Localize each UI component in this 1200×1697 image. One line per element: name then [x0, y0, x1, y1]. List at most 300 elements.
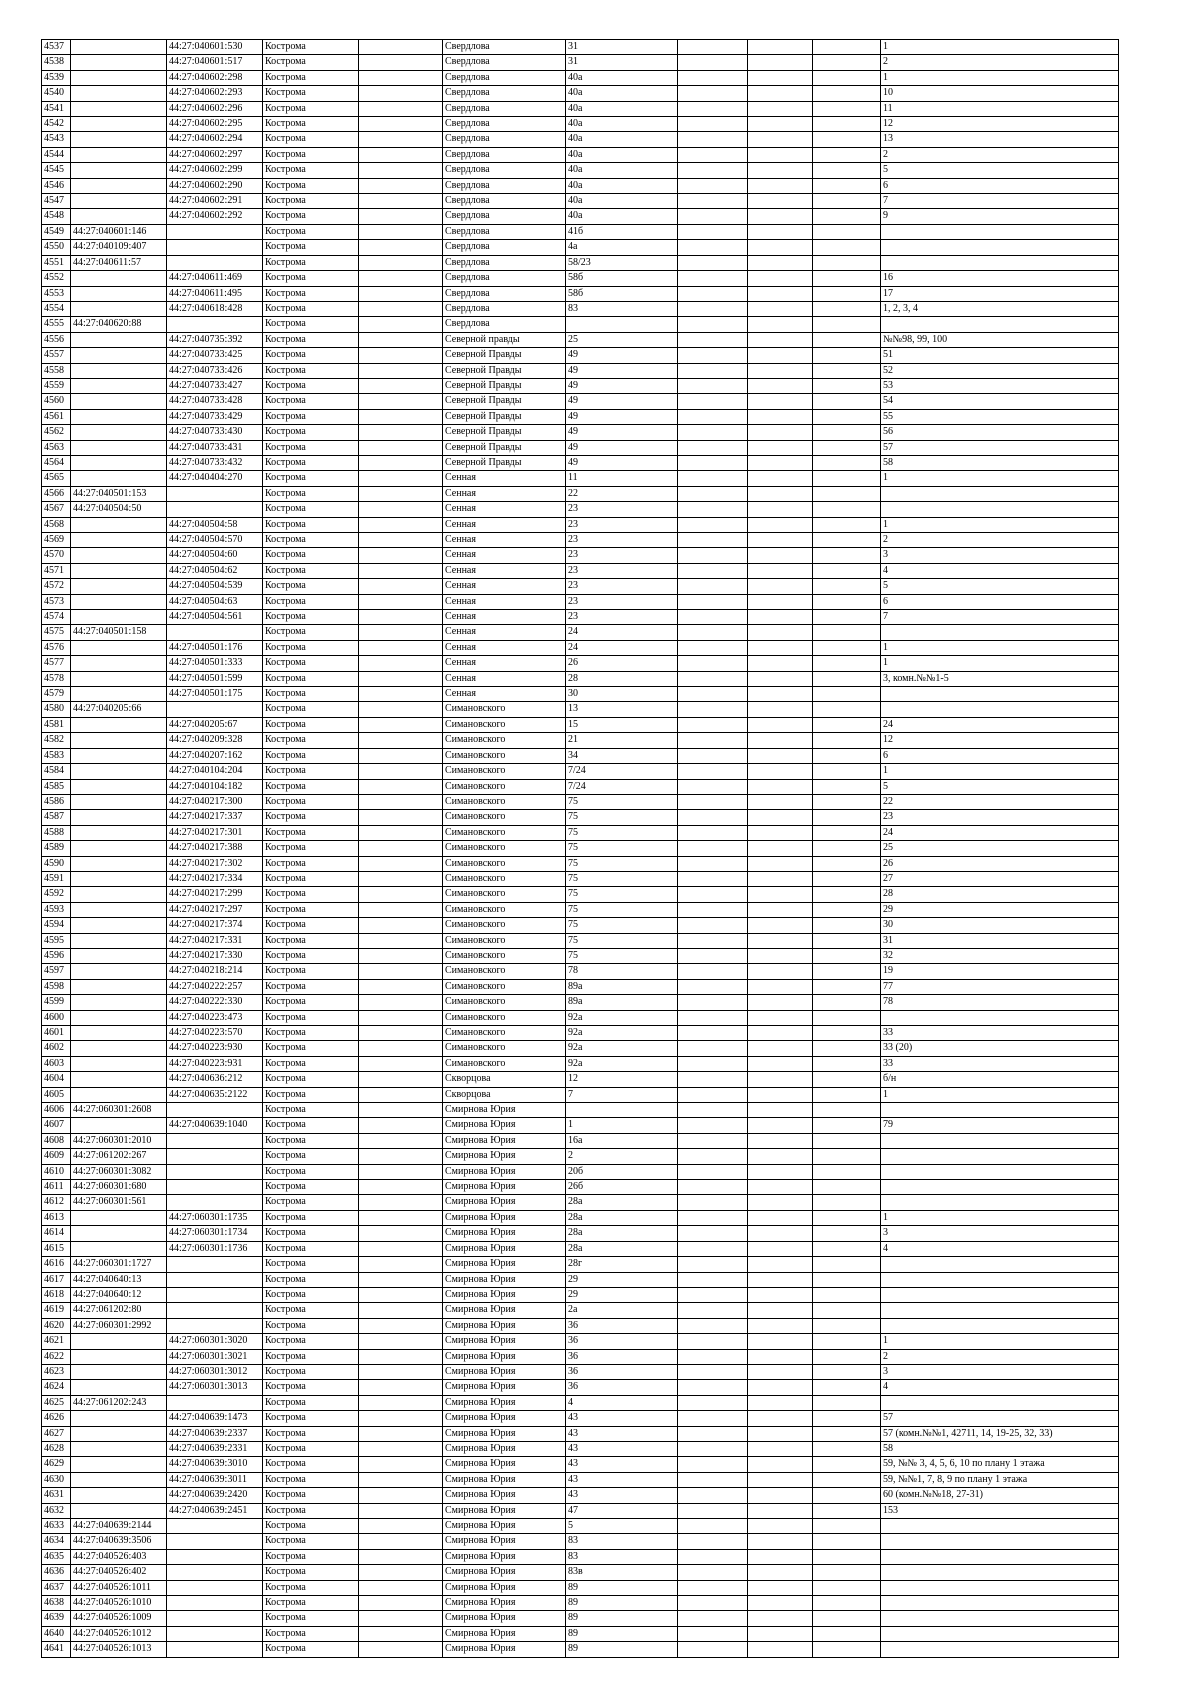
city-cell: Кострома: [263, 1026, 359, 1041]
empty-cell: [359, 1596, 443, 1611]
empty-cell: [813, 748, 881, 763]
empty-cell: [359, 610, 443, 625]
empty-cell: [813, 425, 881, 440]
empty-cell: [359, 101, 443, 116]
premises-number-cell: 44:27:040504:561: [167, 610, 263, 625]
apartment-cell: 77: [881, 979, 1119, 994]
house-number-cell: 40а: [566, 132, 678, 147]
premises-number-cell: 44:27:040611:469: [167, 271, 263, 286]
apartment-cell: 1: [881, 70, 1119, 85]
empty-cell: [678, 794, 748, 809]
record-number-cell: 4565: [42, 471, 71, 486]
empty-cell: [359, 378, 443, 393]
premises-number-cell: 44:27:040217:330: [167, 948, 263, 963]
house-number-cell: 41б: [566, 224, 678, 239]
premises-number-cell: 44:27:040733:431: [167, 440, 263, 455]
empty-cell: [359, 163, 443, 178]
city-cell: Кострома: [263, 1549, 359, 1564]
apartment-cell: 5: [881, 779, 1119, 794]
house-number-cell: 40а: [566, 178, 678, 193]
empty-cell: [359, 1149, 443, 1164]
apartment-cell: [881, 1395, 1119, 1410]
record-number-cell: 4618: [42, 1287, 71, 1302]
house-number-cell: 49: [566, 455, 678, 470]
city-cell: Кострома: [263, 378, 359, 393]
empty-cell: [678, 1133, 748, 1148]
empty-cell: [813, 671, 881, 686]
table-row: [42, 1534, 1119, 1549]
premises-number-cell: 44:27:040601:517: [167, 55, 263, 70]
apartment-cell: [881, 1272, 1119, 1287]
record-number-cell: 4608: [42, 1133, 71, 1148]
empty-cell: [359, 1026, 443, 1041]
street-cell: Свердлова: [443, 117, 566, 132]
record-number-cell: 4639: [42, 1611, 71, 1626]
house-number-cell: 31: [566, 40, 678, 55]
city-cell: Кострома: [263, 1349, 359, 1364]
street-cell: Северной Правды: [443, 440, 566, 455]
empty-cell: [813, 871, 881, 886]
empty-cell: [813, 948, 881, 963]
empty-cell: [678, 1441, 748, 1456]
empty-cell: [813, 1195, 881, 1210]
apartment-cell: 1: [881, 640, 1119, 655]
record-number-cell: 4630: [42, 1472, 71, 1487]
empty-cell: [678, 671, 748, 686]
record-number-cell: 4586: [42, 794, 71, 809]
record-number-cell: 4543: [42, 132, 71, 147]
record-number-cell: 4620: [42, 1318, 71, 1333]
house-number-cell: 23: [566, 533, 678, 548]
premises-number-cell: [167, 1149, 263, 1164]
empty-cell: [748, 1026, 813, 1041]
table-row: [42, 1133, 1119, 1148]
empty-cell: [813, 964, 881, 979]
premises-number-cell: 44:27:040639:1040: [167, 1118, 263, 1133]
empty-cell: [678, 1380, 748, 1395]
parcel-number-cell: [71, 1441, 167, 1456]
apartment-cell: 31: [881, 933, 1119, 948]
premises-number-cell: [167, 1195, 263, 1210]
city-cell: Кострома: [263, 702, 359, 717]
parcel-number-cell: [71, 1488, 167, 1503]
apartment-cell: 4: [881, 1380, 1119, 1395]
apartment-cell: 58: [881, 455, 1119, 470]
parcel-number-cell: [71, 871, 167, 886]
premises-number-cell: 44:27:040639:3010: [167, 1457, 263, 1472]
city-cell: Кострома: [263, 409, 359, 424]
parcel-number-cell: [71, 1472, 167, 1487]
empty-cell: [678, 841, 748, 856]
city-cell: Кострома: [263, 533, 359, 548]
apartment-cell: 1: [881, 40, 1119, 55]
empty-cell: [359, 1488, 443, 1503]
city-cell: Кострома: [263, 717, 359, 732]
empty-cell: [359, 1503, 443, 1518]
street-cell: Свердлова: [443, 178, 566, 193]
empty-cell: [813, 209, 881, 224]
city-cell: Кострома: [263, 610, 359, 625]
apartment-cell: 9: [881, 209, 1119, 224]
premises-number-cell: 44:27:040733:425: [167, 348, 263, 363]
city-cell: Кострома: [263, 301, 359, 316]
empty-cell: [748, 948, 813, 963]
table-row: [42, 147, 1119, 162]
city-cell: Кострома: [263, 255, 359, 270]
street-cell: Сенная: [443, 486, 566, 501]
parcel-number-cell: [71, 548, 167, 563]
empty-cell: [678, 871, 748, 886]
city-cell: Кострома: [263, 1395, 359, 1410]
record-number-cell: 4561: [42, 409, 71, 424]
empty-cell: [813, 856, 881, 871]
empty-cell: [678, 1626, 748, 1641]
empty-cell: [813, 55, 881, 70]
empty-cell: [748, 1472, 813, 1487]
empty-cell: [748, 640, 813, 655]
record-number-cell: 4539: [42, 70, 71, 85]
parcel-number-cell: [71, 1349, 167, 1364]
empty-cell: [748, 610, 813, 625]
premises-number-cell: 44:27:040639:2451: [167, 1503, 263, 1518]
empty-cell: [678, 979, 748, 994]
city-cell: Кострома: [263, 1426, 359, 1441]
house-number-cell: 75: [566, 871, 678, 886]
city-cell: Кострома: [263, 40, 359, 55]
table-row: [42, 1164, 1119, 1179]
empty-cell: [748, 147, 813, 162]
street-cell: Смирнова Юрия: [443, 1626, 566, 1641]
empty-cell: [359, 70, 443, 85]
house-number-cell: 92а: [566, 1056, 678, 1071]
empty-cell: [813, 548, 881, 563]
record-number-cell: 4641: [42, 1642, 71, 1657]
record-number-cell: 4537: [42, 40, 71, 55]
street-cell: Смирнова Юрия: [443, 1488, 566, 1503]
record-number-cell: 4569: [42, 533, 71, 548]
empty-cell: [813, 1072, 881, 1087]
apartment-cell: 32: [881, 948, 1119, 963]
house-number-cell: 28а: [566, 1226, 678, 1241]
house-number-cell: 89: [566, 1611, 678, 1626]
parcel-number-cell: [71, 1226, 167, 1241]
empty-cell: [748, 671, 813, 686]
street-cell: Сенная: [443, 563, 566, 578]
empty-cell: [748, 871, 813, 886]
premises-number-cell: [167, 317, 263, 332]
empty-cell: [813, 1426, 881, 1441]
empty-cell: [359, 1395, 443, 1410]
table-row: [42, 1241, 1119, 1256]
record-number-cell: 4564: [42, 455, 71, 470]
empty-cell: [359, 1210, 443, 1225]
empty-cell: [359, 440, 443, 455]
house-number-cell: 75: [566, 825, 678, 840]
city-cell: Кострома: [263, 502, 359, 517]
parcel-number-cell: [71, 348, 167, 363]
empty-cell: [359, 1565, 443, 1580]
city-cell: Кострома: [263, 933, 359, 948]
empty-cell: [359, 132, 443, 147]
empty-cell: [678, 810, 748, 825]
table-row: [42, 1426, 1119, 1441]
premises-number-cell: [167, 702, 263, 717]
city-cell: Кострома: [263, 1056, 359, 1071]
empty-cell: [748, 363, 813, 378]
empty-cell: [748, 979, 813, 994]
premises-number-cell: 44:27:040602:290: [167, 178, 263, 193]
empty-cell: [678, 286, 748, 301]
empty-cell: [813, 1133, 881, 1148]
table-row: [42, 55, 1119, 70]
house-number-cell: 83в: [566, 1565, 678, 1580]
empty-cell: [359, 656, 443, 671]
house-number-cell: 36: [566, 1364, 678, 1379]
house-number-cell: 23: [566, 594, 678, 609]
city-cell: Кострома: [263, 1195, 359, 1210]
table-row: [42, 1041, 1119, 1056]
empty-cell: [678, 332, 748, 347]
empty-cell: [359, 86, 443, 101]
city-cell: Кострома: [263, 1226, 359, 1241]
empty-cell: [748, 702, 813, 717]
empty-cell: [678, 1318, 748, 1333]
premises-number-cell: 44:27:040602:299: [167, 163, 263, 178]
street-cell: Симановского: [443, 948, 566, 963]
street-cell: Симановского: [443, 887, 566, 902]
premises-number-cell: [167, 1642, 263, 1657]
empty-cell: [359, 1303, 443, 1318]
premises-number-cell: 44:27:040223:930: [167, 1041, 263, 1056]
premises-number-cell: 44:27:040635:2122: [167, 1087, 263, 1102]
street-cell: Симановского: [443, 779, 566, 794]
city-cell: Кострома: [263, 1334, 359, 1349]
house-number-cell: 28: [566, 671, 678, 686]
empty-cell: [813, 1010, 881, 1025]
parcel-number-cell: 44:27:040526:1012: [71, 1626, 167, 1641]
apartment-cell: №№98, 99, 100: [881, 332, 1119, 347]
city-cell: Кострома: [263, 1457, 359, 1472]
empty-cell: [813, 1596, 881, 1611]
city-cell: Кострома: [263, 440, 359, 455]
premises-number-cell: 44:27:040504:539: [167, 579, 263, 594]
empty-cell: [813, 101, 881, 116]
house-number-cell: 43: [566, 1411, 678, 1426]
empty-cell: [359, 871, 443, 886]
house-number-cell: 7/24: [566, 764, 678, 779]
street-cell: Скворцова: [443, 1072, 566, 1087]
premises-number-cell: [167, 1272, 263, 1287]
empty-cell: [359, 841, 443, 856]
city-cell: Кострома: [263, 1472, 359, 1487]
house-number-cell: 40а: [566, 86, 678, 101]
parcel-number-cell: [71, 656, 167, 671]
premises-number-cell: 44:27:040218:214: [167, 964, 263, 979]
parcel-number-cell: [71, 101, 167, 116]
house-number-cell: 13: [566, 702, 678, 717]
empty-cell: [813, 1565, 881, 1580]
parcel-number-cell: [71, 687, 167, 702]
record-number-cell: 4602: [42, 1041, 71, 1056]
house-number-cell: 40а: [566, 70, 678, 85]
apartment-cell: 54: [881, 394, 1119, 409]
empty-cell: [748, 1549, 813, 1564]
record-number-cell: 4573: [42, 594, 71, 609]
apartment-cell: [881, 1611, 1119, 1626]
apartment-cell: 12: [881, 117, 1119, 132]
empty-cell: [748, 841, 813, 856]
table-row: [42, 779, 1119, 794]
empty-cell: [748, 533, 813, 548]
record-number-cell: 4542: [42, 117, 71, 132]
city-cell: Кострома: [263, 1565, 359, 1580]
record-number-cell: 4606: [42, 1103, 71, 1118]
street-cell: Сенная: [443, 625, 566, 640]
premises-number-cell: 44:27:040639:2420: [167, 1488, 263, 1503]
record-number-cell: 4567: [42, 502, 71, 517]
house-number-cell: 75: [566, 810, 678, 825]
premises-number-cell: 44:27:060301:3020: [167, 1334, 263, 1349]
street-cell: Скворцова: [443, 1087, 566, 1102]
empty-cell: [813, 1519, 881, 1534]
record-number-cell: 4576: [42, 640, 71, 655]
street-cell: Симановского: [443, 748, 566, 763]
empty-cell: [359, 579, 443, 594]
street-cell: Свердлова: [443, 271, 566, 286]
parcel-number-cell: [71, 271, 167, 286]
empty-cell: [813, 656, 881, 671]
empty-cell: [678, 533, 748, 548]
record-number-cell: 4547: [42, 194, 71, 209]
empty-cell: [748, 717, 813, 732]
table-row: [42, 887, 1119, 902]
table-row: [42, 825, 1119, 840]
parcel-number-cell: 44:27:040601:146: [71, 224, 167, 239]
empty-cell: [359, 1041, 443, 1056]
empty-cell: [678, 1272, 748, 1287]
city-cell: Кострома: [263, 1072, 359, 1087]
table-row: [42, 717, 1119, 732]
empty-cell: [678, 748, 748, 763]
street-cell: Сенная: [443, 610, 566, 625]
empty-cell: [678, 1257, 748, 1272]
empty-cell: [678, 1118, 748, 1133]
premises-number-cell: [167, 1180, 263, 1195]
premises-number-cell: [167, 1303, 263, 1318]
apartment-cell: 27: [881, 871, 1119, 886]
city-cell: Кострома: [263, 1103, 359, 1118]
house-number-cell: 89а: [566, 995, 678, 1010]
apartment-cell: 58: [881, 1441, 1119, 1456]
city-cell: Кострома: [263, 86, 359, 101]
empty-cell: [359, 1534, 443, 1549]
empty-cell: [748, 594, 813, 609]
parcel-number-cell: [71, 856, 167, 871]
city-cell: Кострома: [263, 579, 359, 594]
record-number-cell: 4615: [42, 1241, 71, 1256]
parcel-number-cell: [71, 979, 167, 994]
house-number-cell: 4а: [566, 240, 678, 255]
empty-cell: [748, 425, 813, 440]
empty-cell: [678, 1642, 748, 1657]
table-row: [42, 1257, 1119, 1272]
premises-number-cell: 44:27:040217:297: [167, 902, 263, 917]
record-number-cell: 4599: [42, 995, 71, 1010]
empty-cell: [813, 533, 881, 548]
house-number-cell: 36: [566, 1334, 678, 1349]
empty-cell: [359, 856, 443, 871]
street-cell: Смирнова Юрия: [443, 1596, 566, 1611]
empty-cell: [678, 101, 748, 116]
empty-cell: [813, 1457, 881, 1472]
empty-cell: [813, 117, 881, 132]
empty-cell: [748, 86, 813, 101]
empty-cell: [748, 286, 813, 301]
parcel-number-cell: [71, 70, 167, 85]
city-cell: Кострома: [263, 656, 359, 671]
empty-cell: [813, 178, 881, 193]
empty-cell: [359, 224, 443, 239]
empty-cell: [748, 209, 813, 224]
house-number-cell: 40а: [566, 163, 678, 178]
premises-number-cell: [167, 502, 263, 517]
house-number-cell: 22: [566, 486, 678, 501]
apartment-cell: 24: [881, 825, 1119, 840]
city-cell: Кострома: [263, 286, 359, 301]
house-number-cell: 75: [566, 948, 678, 963]
premises-number-cell: [167, 224, 263, 239]
empty-cell: [359, 1010, 443, 1025]
street-cell: Северной Правды: [443, 363, 566, 378]
empty-cell: [813, 625, 881, 640]
empty-cell: [748, 178, 813, 193]
apartment-cell: 17: [881, 286, 1119, 301]
apartment-cell: 12: [881, 733, 1119, 748]
apartment-cell: 2: [881, 533, 1119, 548]
street-cell: Свердлова: [443, 317, 566, 332]
record-number-cell: 4638: [42, 1596, 71, 1611]
empty-cell: [813, 1164, 881, 1179]
record-number-cell: 4571: [42, 563, 71, 578]
street-cell: Симановского: [443, 1056, 566, 1071]
empty-cell: [813, 841, 881, 856]
street-cell: Смирнова Юрия: [443, 1441, 566, 1456]
street-cell: Свердлова: [443, 194, 566, 209]
record-number-cell: 4597: [42, 964, 71, 979]
parcel-number-cell: 44:27:061202:243: [71, 1395, 167, 1410]
empty-cell: [748, 301, 813, 316]
premises-number-cell: 44:27:040733:429: [167, 409, 263, 424]
empty-cell: [813, 1087, 881, 1102]
house-number-cell: 89: [566, 1580, 678, 1595]
city-cell: Кострома: [263, 640, 359, 655]
record-number-cell: 4545: [42, 163, 71, 178]
table-row: [42, 425, 1119, 440]
city-cell: Кострома: [263, 224, 359, 239]
empty-cell: [813, 255, 881, 270]
parcel-number-cell: [71, 55, 167, 70]
parcel-number-cell: 44:27:060301:680: [71, 1180, 167, 1195]
table-row: [42, 1441, 1119, 1456]
empty-cell: [813, 918, 881, 933]
street-cell: Свердлова: [443, 301, 566, 316]
house-number-cell: 92а: [566, 1026, 678, 1041]
parcel-number-cell: [71, 1210, 167, 1225]
table-row: [42, 548, 1119, 563]
premises-number-cell: [167, 255, 263, 270]
empty-cell: [359, 425, 443, 440]
street-cell: Смирнова Юрия: [443, 1180, 566, 1195]
